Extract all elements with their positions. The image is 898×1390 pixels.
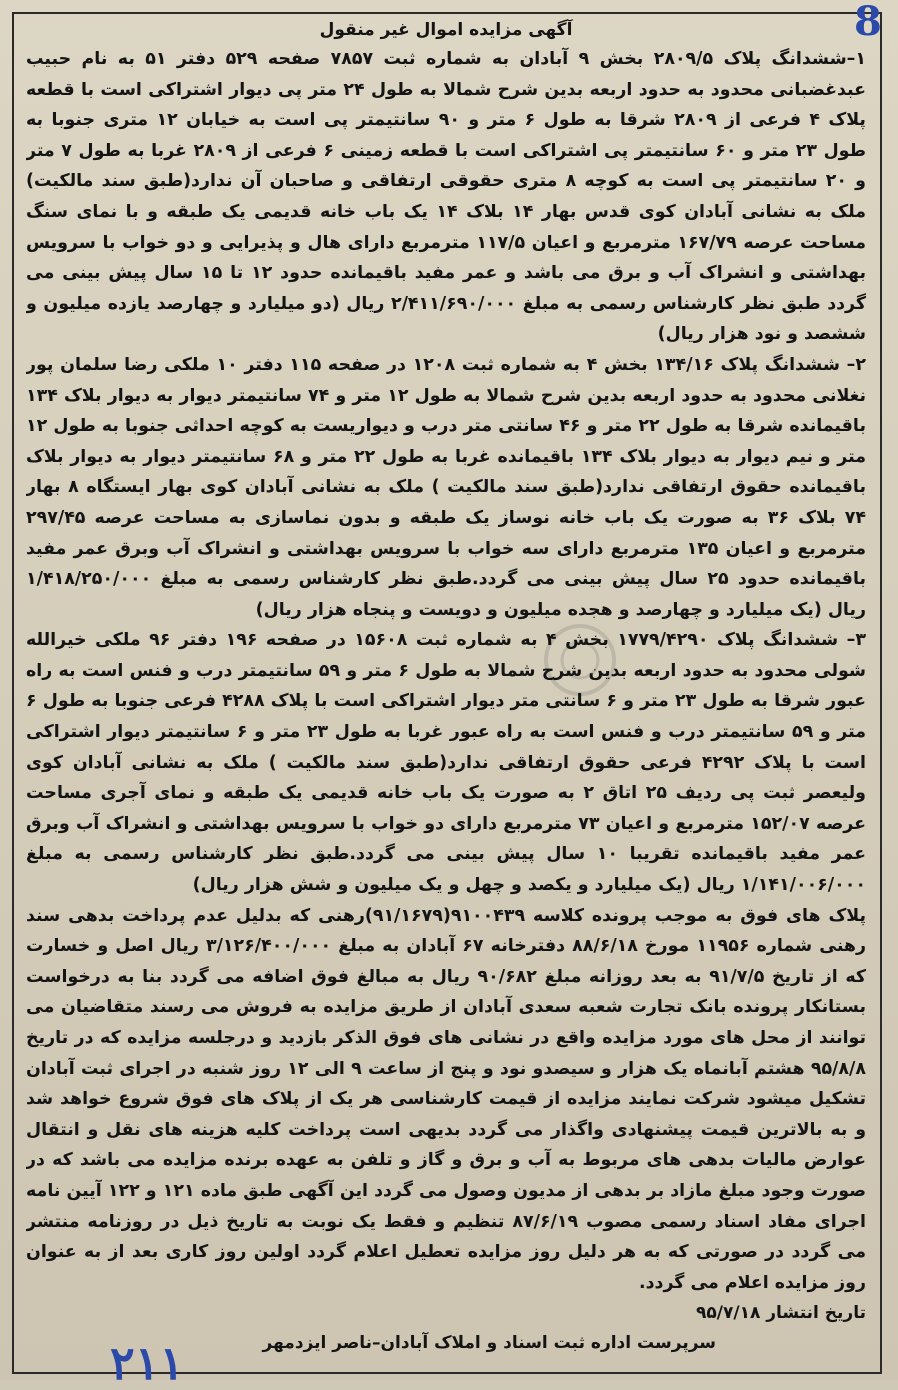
notice-paragraph: ۱–ششدانگ پلاک ۲۸۰۹/۵ بخش ۹ آبادان به شماره ثبت ۷۸۵۷ صفحه ۵۲۹ دفتر ۵۱ به نام حبیب عبدغضبانی محدود به حدود اربعه بدین شرح شمالا به طول ۲۴ متر پی دیوار اشتراکی است با قطعه پلاک ۴ فرعی از ۲۸۰۹ شرقا به طول ۶ متر و ۹۰ سانتیمتر پی است به خیابان ۱۲ متری جنوبا به طول ۲۳ متر و ۶۰ سانتیمتر پی اشتراکی است با قطعه زمینی ۶ فرعی از ۲۸۰۹ غربا به طول ۷ متر و ۲۰ سانتیمتر پی است به کوچه ۸ متری حقوقی ارتفاقی و صاحبان آن ندارد(طبق سند مالکیت) ملک به نشانی آبادان کوی قدس بهار ۱۴ بلاک ۱۴ یک باب خانه قدیمی یک طبقه و با نمای سنگ مساحت عرصه ۱۶۷/۷۹ مترمربع و اعیان ۱۱۷/۵ مترمربع دارای هال و پذیرایی و دو خواب با سرویس بهداشتی و انشراک آب و برق می باشد و عمر مفید باقیمانده حدود ۱۲ تا ۱۵ سال پیش بینی می گردد طبق نظر کارشناس رسمی به مبلغ ۲/۴۱۱/۶۹۰/۰۰۰ ریال (دو میلیارد و چهارصد یازده میلیون و ششصد و نود هزار ریال) (26, 49, 866, 345)
publish-date: تاریخ انتشار ۹۵/۷/۱۸ (696, 1303, 866, 1324)
notice-paragraph: پلاک های فوق به موجب پرونده کلاسه ۹۱۰۰۴۳۹(۹۱/۱۶۷۹)رهنی که بدلیل عدم پرداخت بدهی سند رهنی شماره ۱۱۹۵۶ مورخ ۸۸/۶/۱۸ دفترخانه ۶۷ آبادان به مبلغ ۳/۱۲۶/۴۰۰/۰۰۰ ریال اصل و خسارت که از تاریخ ۹۱/۷/۵ به بعد روزانه مبلغ ۹۰/۶۸۲ ریال به مبالغ فوق اضافه می گردد بنا به درخواست بستانکار پرونده بانک تجارت شعبه سعدی آبادان از طریق مزایده به فروش می رسند متقاضیان می توانند از محل های مورد مزایده واقع در نشانی های فوق الذکر بازدید و درجلسه مزایده که در تاریخ ۹۵/۸/۸ هشتم آبانماه یک هزار و سیصدو نود و پنج از ساعت ۹ الی ۱۲ روز شنبه در اجرای ثبت آبادان تشکیل میشود شرکت نمایند مزایده از قیمت کارشناسی هر یک از پلاک های فوق شروع خواهد شد و به بالاترین قیمت پیشنهادی واگذار می گردد بدیهی است پرداخت کلیه هزینه های نقل و انتقال عوارض مالیات بدهی های مربوط به آب و برق و گاز و تلفن به عهده برنده مزایده می باشد که در صورت وجود مبلغ مازاد بر بدهی از مدیون وصول می گردد این آگهی طبق ماده ۱۲۱ و ۱۲۲ آیین نامه اجرای مفاد اسناد رسمی مصوب ۸۷/۶/۱۹ تنظیم و فقط یک نوبت به تاریخ ذیل در روزنامه منتشر می گردد در صورتی که به هر دلیل روز مزایده تعطیل اعلام گردد اولین روز کاری بعد از به عنوان روز مزایده اعلام می گردد. (26, 905, 866, 1293)
handwritten-number-bottom: ۲۱۱ (110, 1336, 185, 1390)
notice-body (26, 18, 866, 1374)
signature-line: سرپرست اداره ثبت اسناد و املاک آبادان–ناصر ایزدمهر (262, 1333, 716, 1354)
handwritten-number-top: 8 (854, 0, 882, 45)
notice-paragraph: ۳– ششدانگ پلاک ۱۷۷۹/۴۲۹۰ بخش ۴ به شماره ثبت ۱۵۶۰۸ در صفحه ۱۹۶ دفتر ۹۶ ملکی خیرالله شولی محدود به حدود اربعه بدین شرح شمالا به طول ۶ متر و ۵۹ سانتیمتر درب و فنس است به راه عبور شرقا به طول ۲۳ متر و ۶ سانتی متر دیوار اشتراکی است با پلاک ۴۲۸۸ فرعی جنوبا به طول ۶ متر و ۵۹ سانتیمتر درب و فنس است به راه عبور غربا به طول ۲۳ متر و ۶ سانتیمتر دیوار اشتراکی است با پلاک ۴۲۹۲ فرعی حقوق ارتفاقی ندارد(طبق سند مالکیت ) ملک به نشانی آبادان کوی ولیعصر ثبت پی ردیف ۲۵ اتاق ۲ به صورت یک باب خانه قدیمی یک طبقه و نمای آجری مساحت عرصه ۱۵۲/۰۷ مترمربع و اعیان ۷۳ مترمربع دارای دو خواب با سرویس بهداشتی و انشراک آب وبرق عمر مفید باقیمانده تقریبا ۱۰ سال پیش بینی می گردد.طبق نظر کارشناس رسمی به مبلغ ۱/۱۴۱/۰۰۶/۰۰۰ ریال (یک میلیارد و یکصد و چهل و یک میلیون و شش هزار ریال) (26, 630, 866, 896)
notice-title: آگهی مزایده اموال غیر منقول (319, 20, 573, 40)
notice-paragraph: ۲– ششدانگ پلاک ۱۳۴/۱۶ بخش ۴ به شماره ثبت ۱۲۰۸ در صفحه ۱۱۵ دفتر ۱۰ ملکی رضا سلمان پور نغلانی محدود به حدود اربعه بدین شرح شمالا به طول ۱۲ متر و ۷۴ سانتیمتر دیوار به دیوار بلاک ۱۳۴ باقیمانده شرقا به طول ۲۲ متر و ۴۶ سانتی متر درب و دیواریست به کوچه احداثی جنوبا به طول ۱۲ متر و نیم دیوار به دیوار بلاک ۱۳۴ باقیمانده غربا به طول ۲۲ متر و ۶۸ سانتیمتر دیوار به دیوار بلاک باقیمانده حقوق ارتفاقی ندارد(طبق سند مالکیت ) ملک به نشانی آبادان کوی بهار ایستگاه ۸ بهار ۷۴ بلاک ۳۶ به صورت یک باب خانه نوساز یک طبقه و بدون نماسازی به مساحت عرصه ۲۹۷/۴۵ مترمربع و اعیان ۱۳۵ مترمربع دارای سه خواب با سرویس بهداشتی و انشراک آب وبرق عمر مفید باقیمانده حدود ۲۵ سال پیش بینی می گردد.طبق نظر کارشناس رسمی به مبلغ ۱/۴۱۸/۲۵۰/۰۰۰ ریال (یک میلیارد و چهارصد و هجده میلیون و دویست و پنجاه هزار ریال) (26, 354, 866, 620)
